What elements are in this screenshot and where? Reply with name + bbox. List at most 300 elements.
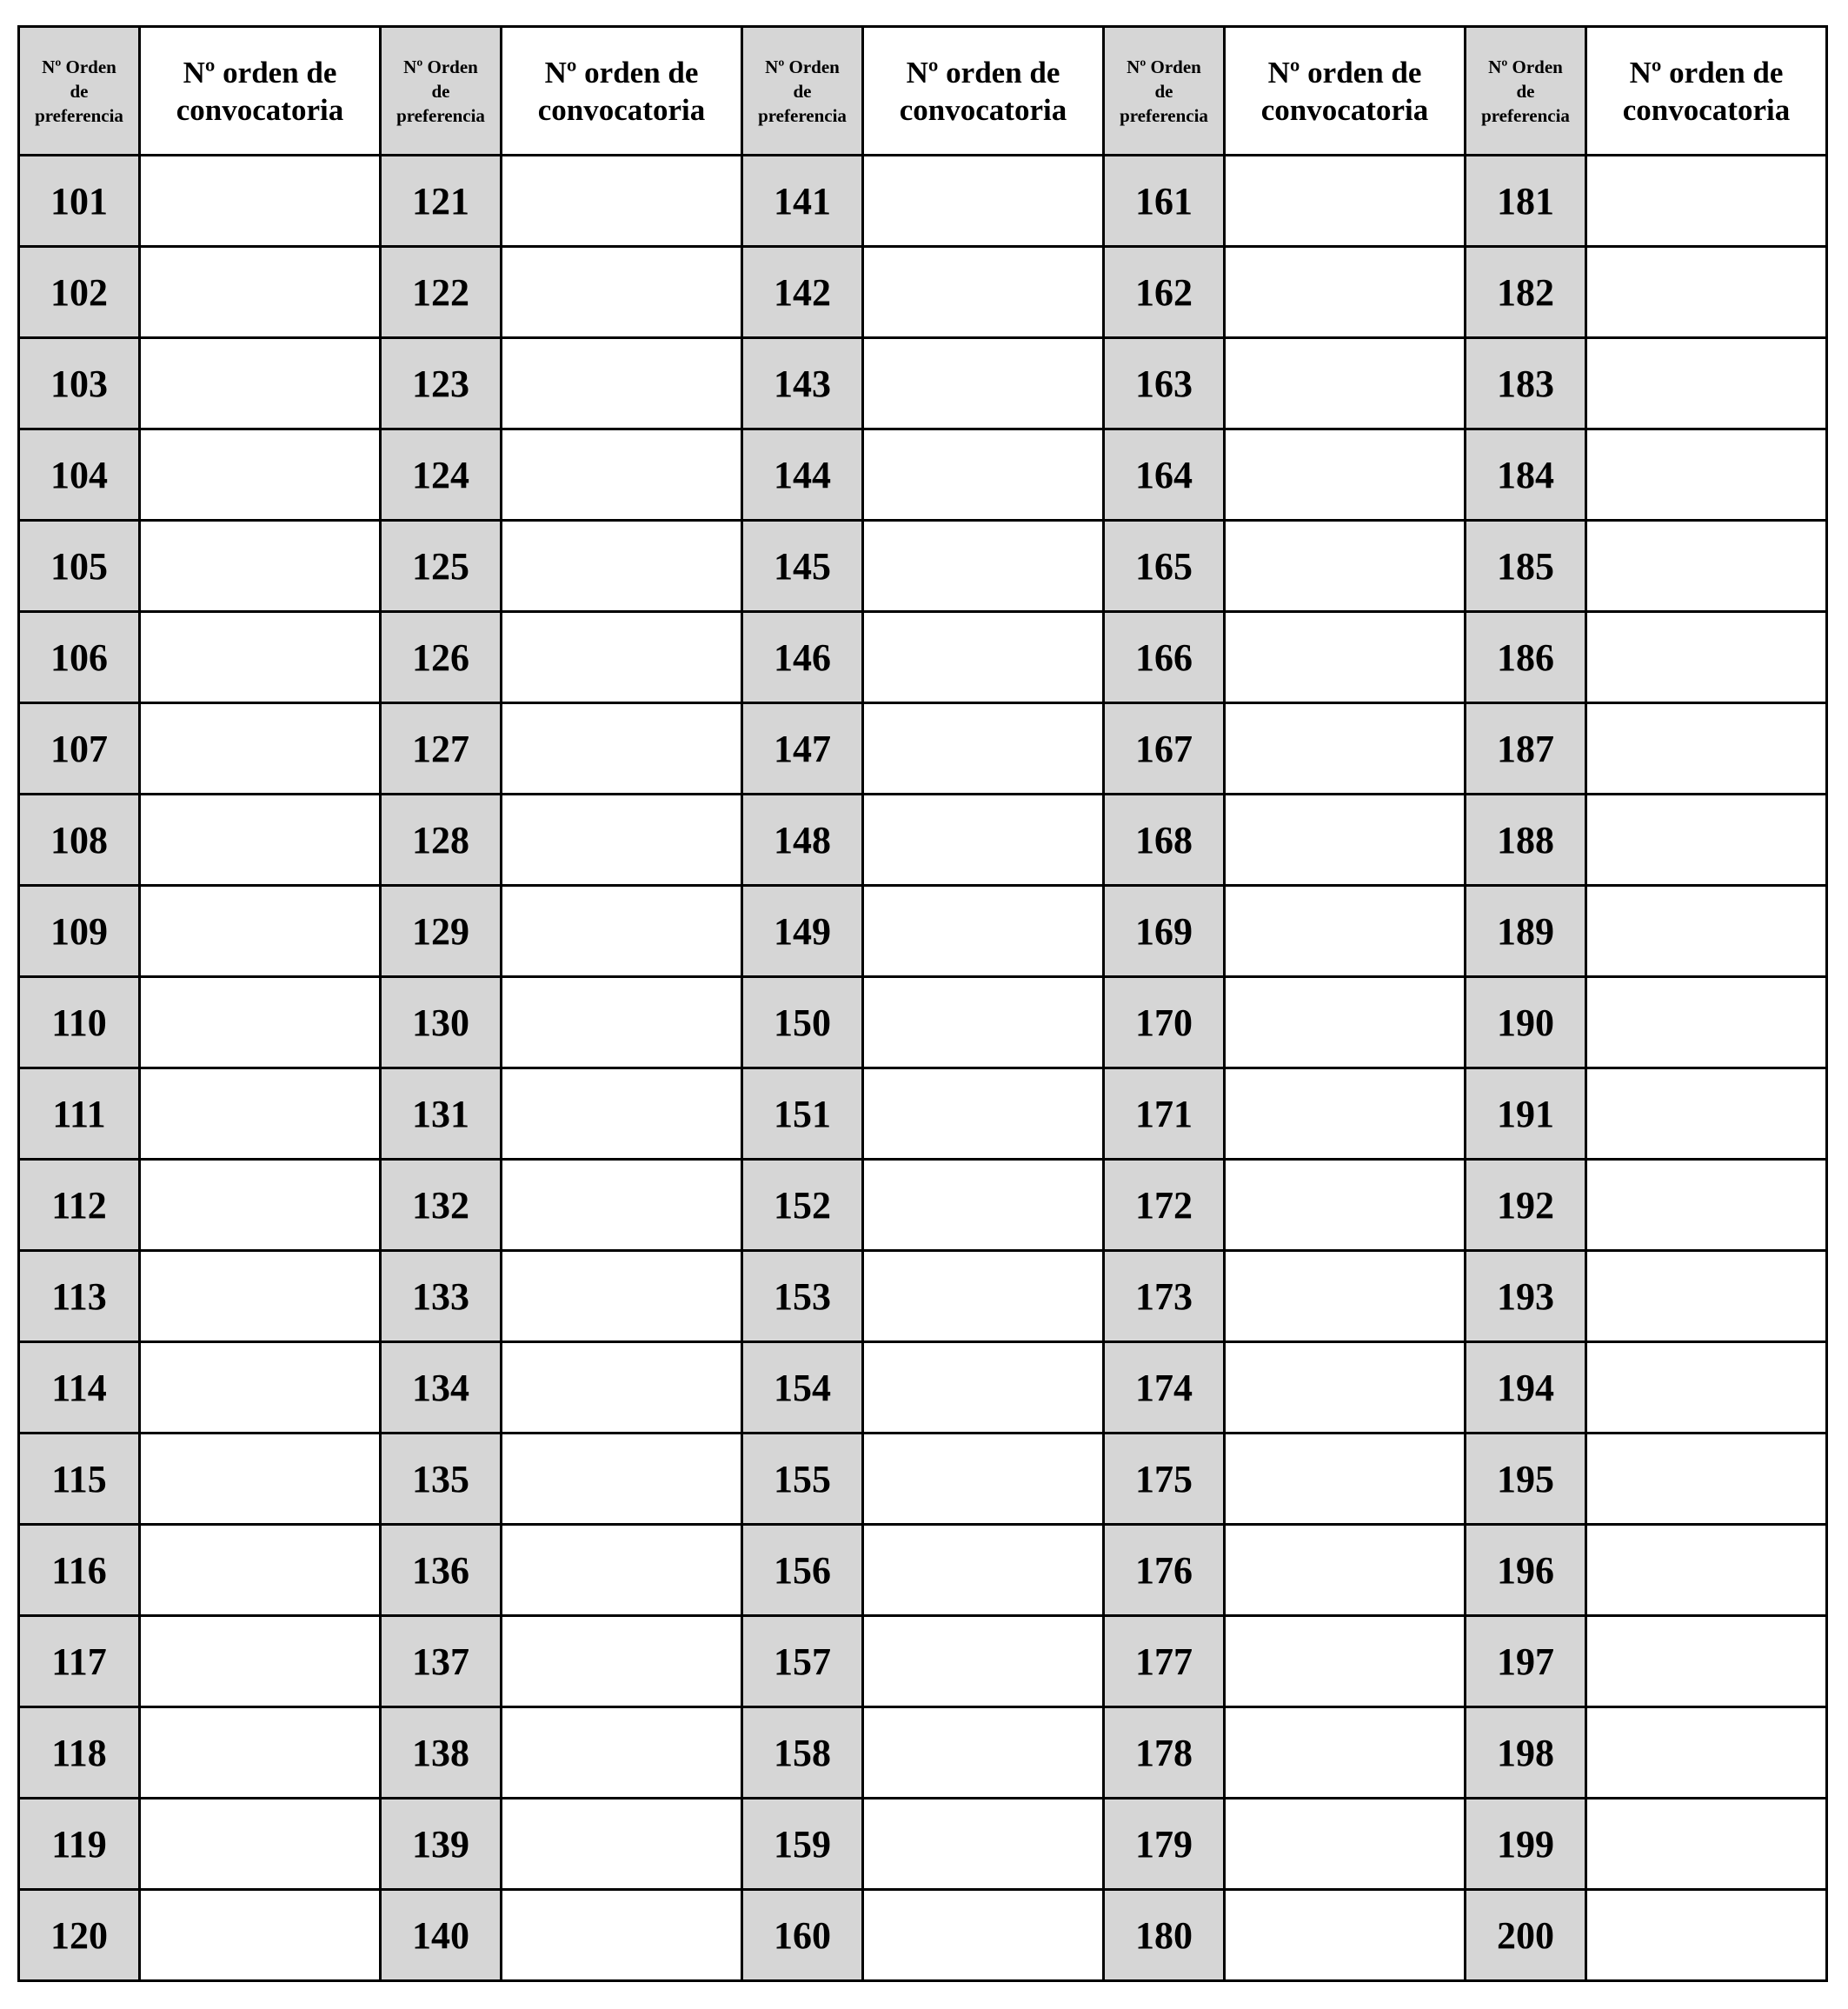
table-row	[19, 1251, 1827, 1342]
call-order-input[interactable]	[864, 910, 1102, 953]
preference-number-cell: 105	[19, 521, 140, 612]
call-order-input[interactable]	[502, 1732, 741, 1774]
preference-number-cell: 135	[381, 1434, 502, 1525]
call-order-cell[interactable]	[1586, 156, 1827, 247]
header-preference-order-text: de	[70, 80, 89, 102]
call-order-cell[interactable]	[863, 1434, 1104, 1525]
call-order-input[interactable]	[502, 454, 741, 496]
header-call-order-text: convocatoria	[899, 92, 1067, 127]
call-order-input[interactable]	[1587, 1823, 1825, 1866]
preference-number-cell: 187	[1466, 703, 1586, 795]
call-order-cell[interactable]	[1225, 612, 1466, 703]
call-order-cell[interactable]	[140, 1251, 381, 1342]
call-order-input[interactable]	[1587, 1184, 1825, 1227]
call-order-cell[interactable]	[1586, 521, 1827, 612]
call-order-cell[interactable]	[1225, 247, 1466, 338]
call-order-input[interactable]	[502, 1184, 741, 1227]
preference-number-cell: 113	[19, 1251, 140, 1342]
call-order-cell[interactable]	[863, 429, 1104, 521]
call-order-input[interactable]	[141, 819, 379, 861]
call-order-input[interactable]	[864, 1549, 1102, 1592]
call-order-cell[interactable]	[502, 795, 742, 886]
call-order-input[interactable]	[141, 910, 379, 953]
preference-number-cell: 107	[19, 703, 140, 795]
preference-number-cell: 190	[1466, 977, 1586, 1068]
call-order-cell[interactable]	[140, 1616, 381, 1707]
call-order-input[interactable]	[1226, 636, 1464, 679]
call-order-cell[interactable]	[502, 703, 742, 795]
preference-number-cell: 174	[1104, 1342, 1225, 1434]
call-order-input[interactable]	[1226, 454, 1464, 496]
call-order-input[interactable]	[502, 728, 741, 770]
call-order-cell[interactable]	[1586, 429, 1827, 521]
call-order-cell[interactable]	[1586, 703, 1827, 795]
preference-number-cell: 176	[1104, 1525, 1225, 1616]
preference-number-cell: 197	[1466, 1616, 1586, 1707]
call-order-input[interactable]	[1587, 545, 1825, 588]
preference-order-table	[17, 25, 1828, 1982]
call-order-input[interactable]	[1226, 180, 1464, 223]
preference-number-cell: 172	[1104, 1160, 1225, 1251]
call-order-cell[interactable]	[863, 1068, 1104, 1160]
preference-number-cell: 142	[742, 247, 863, 338]
call-order-input[interactable]	[502, 1367, 741, 1409]
table-row	[19, 977, 1827, 1068]
header-preference-order-text: preferencia	[758, 104, 847, 126]
preference-number-cell: 136	[381, 1525, 502, 1616]
call-order-input[interactable]	[864, 1458, 1102, 1500]
call-order-input[interactable]	[1226, 545, 1464, 588]
call-order-input[interactable]	[864, 1367, 1102, 1409]
call-order-input[interactable]	[864, 1823, 1102, 1866]
call-order-cell[interactable]	[1225, 1799, 1466, 1890]
call-order-cell[interactable]	[502, 156, 742, 247]
preference-number-cell: 114	[19, 1342, 140, 1434]
preference-number-cell: 101	[19, 156, 140, 247]
preference-number-cell: 109	[19, 886, 140, 977]
call-order-cell[interactable]	[1225, 977, 1466, 1068]
header-preference-order-text: de	[1516, 80, 1535, 102]
call-order-cell[interactable]	[140, 156, 381, 247]
call-order-input[interactable]	[864, 363, 1102, 405]
call-order-cell[interactable]	[1225, 429, 1466, 521]
call-order-cell[interactable]	[863, 1616, 1104, 1707]
call-order-cell[interactable]	[1586, 1525, 1827, 1616]
call-order-cell[interactable]	[1586, 1251, 1827, 1342]
call-order-cell[interactable]	[502, 1707, 742, 1799]
preference-number-cell: 129	[381, 886, 502, 977]
preference-number-cell: 169	[1104, 886, 1225, 977]
preference-number-cell: 117	[19, 1616, 140, 1707]
table-row	[19, 1342, 1827, 1434]
preference-number-cell: 110	[19, 977, 140, 1068]
call-order-cell[interactable]	[502, 977, 742, 1068]
call-order-input[interactable]	[864, 1275, 1102, 1318]
call-order-input[interactable]	[141, 1640, 379, 1683]
preference-number-cell: 161	[1104, 156, 1225, 247]
call-order-cell[interactable]	[502, 521, 742, 612]
call-order-input[interactable]	[864, 545, 1102, 588]
call-order-input[interactable]	[1226, 1823, 1464, 1866]
call-order-cell[interactable]	[140, 977, 381, 1068]
header-preference-order	[19, 27, 140, 156]
header-preference-order-text: preferencia	[396, 104, 485, 126]
call-order-input[interactable]	[502, 1823, 741, 1866]
table-row	[19, 886, 1827, 977]
table-row	[19, 338, 1827, 429]
call-order-cell[interactable]	[140, 1160, 381, 1251]
preference-number-cell: 119	[19, 1799, 140, 1890]
call-order-input[interactable]	[141, 1823, 379, 1866]
call-order-cell[interactable]	[863, 521, 1104, 612]
call-order-input[interactable]	[141, 1367, 379, 1409]
call-order-cell[interactable]	[1586, 977, 1827, 1068]
header-preference-order-text: de	[431, 80, 450, 102]
preference-number-cell: 123	[381, 338, 502, 429]
table-row	[19, 156, 1827, 247]
call-order-cell[interactable]	[502, 1525, 742, 1616]
call-order-cell[interactable]	[1225, 338, 1466, 429]
call-order-cell[interactable]	[1225, 521, 1466, 612]
call-order-cell[interactable]	[863, 247, 1104, 338]
call-order-input[interactable]	[1587, 180, 1825, 223]
call-order-input[interactable]	[502, 545, 741, 588]
call-order-input[interactable]	[864, 636, 1102, 679]
call-order-cell[interactable]	[1586, 1799, 1827, 1890]
call-order-input[interactable]	[1226, 271, 1464, 314]
call-order-input[interactable]	[1226, 1001, 1464, 1044]
call-order-input[interactable]	[864, 1914, 1102, 1957]
call-order-input[interactable]	[1587, 728, 1825, 770]
preference-number-cell: 151	[742, 1068, 863, 1160]
preference-number-cell: 158	[742, 1707, 863, 1799]
header-call-order-text: convocatoria	[1260, 92, 1429, 127]
call-order-cell[interactable]	[1225, 1434, 1466, 1525]
call-order-input[interactable]	[502, 1914, 741, 1957]
call-order-input[interactable]	[502, 1275, 741, 1318]
preference-number-cell: 112	[19, 1160, 140, 1251]
call-order-input[interactable]	[864, 180, 1102, 223]
call-order-cell[interactable]	[1586, 1890, 1827, 1981]
header-call-order-text: convocatoria	[537, 92, 706, 127]
call-order-cell[interactable]	[502, 247, 742, 338]
call-order-cell[interactable]	[1586, 1616, 1827, 1707]
call-order-cell[interactable]	[1586, 247, 1827, 338]
call-order-cell[interactable]	[863, 156, 1104, 247]
call-order-cell[interactable]	[863, 1799, 1104, 1890]
call-order-cell[interactable]	[140, 247, 381, 338]
call-order-input[interactable]	[141, 1549, 379, 1592]
preference-number-cell: 188	[1466, 795, 1586, 886]
call-order-cell[interactable]	[140, 1799, 381, 1890]
call-order-cell[interactable]	[1225, 1616, 1466, 1707]
call-order-cell[interactable]	[140, 338, 381, 429]
call-order-input[interactable]	[1226, 1732, 1464, 1774]
call-order-cell[interactable]	[1586, 338, 1827, 429]
preference-number-cell: 154	[742, 1342, 863, 1434]
call-order-input[interactable]	[1587, 363, 1825, 405]
call-order-cell[interactable]	[140, 1342, 381, 1434]
header-preference-order-text: Nº Orden	[42, 56, 116, 77]
call-order-input[interactable]	[864, 1732, 1102, 1774]
call-order-input[interactable]	[864, 1093, 1102, 1135]
table-row	[19, 795, 1827, 886]
call-order-cell[interactable]	[1586, 1160, 1827, 1251]
preference-number-cell: 134	[381, 1342, 502, 1434]
call-order-input[interactable]	[141, 1001, 379, 1044]
call-order-input[interactable]	[1587, 1367, 1825, 1409]
call-order-input[interactable]	[1587, 1093, 1825, 1135]
preference-number-cell: 150	[742, 977, 863, 1068]
call-order-cell[interactable]	[863, 338, 1104, 429]
call-order-input[interactable]	[141, 1458, 379, 1500]
header-preference-order-text: preferencia	[1481, 104, 1570, 126]
call-order-cell[interactable]	[140, 1890, 381, 1981]
call-order-input[interactable]	[502, 1549, 741, 1592]
call-order-input[interactable]	[1226, 1640, 1464, 1683]
call-order-cell[interactable]	[502, 338, 742, 429]
preference-number-cell: 175	[1104, 1434, 1225, 1525]
preference-number-cell: 186	[1466, 612, 1586, 703]
header-call-order-text: Nº orden de	[1629, 55, 1784, 90]
call-order-input[interactable]	[141, 1184, 379, 1227]
call-order-input[interactable]	[141, 180, 379, 223]
call-order-input[interactable]	[1587, 819, 1825, 861]
call-order-cell[interactable]	[1586, 886, 1827, 977]
preference-number-cell: 199	[1466, 1799, 1586, 1890]
preference-number-cell: 166	[1104, 612, 1225, 703]
header-call-order	[863, 27, 1104, 156]
call-order-cell[interactable]	[1586, 612, 1827, 703]
call-order-input[interactable]	[1226, 819, 1464, 861]
call-order-cell[interactable]	[502, 1160, 742, 1251]
call-order-input[interactable]	[864, 1184, 1102, 1227]
header-preference-order	[1104, 27, 1225, 156]
call-order-cell[interactable]	[863, 1251, 1104, 1342]
call-order-input[interactable]	[1587, 1549, 1825, 1592]
call-order-input[interactable]	[864, 1001, 1102, 1044]
preference-number-cell: 131	[381, 1068, 502, 1160]
call-order-input[interactable]	[141, 1732, 379, 1774]
preference-number-cell: 160	[742, 1890, 863, 1981]
call-order-cell[interactable]	[1225, 1251, 1466, 1342]
call-order-cell[interactable]	[502, 1799, 742, 1890]
call-order-cell[interactable]	[1225, 1707, 1466, 1799]
call-order-input[interactable]	[1226, 1275, 1464, 1318]
call-order-input[interactable]	[141, 271, 379, 314]
call-order-input[interactable]	[1226, 1184, 1464, 1227]
call-order-input[interactable]	[1587, 454, 1825, 496]
table-row	[19, 703, 1827, 795]
preference-number-cell: 103	[19, 338, 140, 429]
preference-number-cell: 139	[381, 1799, 502, 1890]
call-order-cell[interactable]	[1225, 1160, 1466, 1251]
call-order-cell[interactable]	[140, 703, 381, 795]
call-order-input[interactable]	[141, 1093, 379, 1135]
header-call-order	[502, 27, 742, 156]
call-order-input[interactable]	[1587, 1732, 1825, 1774]
preference-number-cell: 177	[1104, 1616, 1225, 1707]
header-preference-order-text: preferencia	[35, 104, 123, 126]
header-preference-order	[1466, 27, 1586, 156]
call-order-cell[interactable]	[1586, 1707, 1827, 1799]
preference-number-cell: 102	[19, 247, 140, 338]
preference-number-cell: 165	[1104, 521, 1225, 612]
call-order-cell[interactable]	[140, 612, 381, 703]
call-order-input[interactable]	[1226, 728, 1464, 770]
call-order-input[interactable]	[502, 1093, 741, 1135]
call-order-cell[interactable]	[863, 1890, 1104, 1981]
call-order-input[interactable]	[1226, 1093, 1464, 1135]
header-preference-order-text: de	[793, 80, 812, 102]
preference-number-cell: 106	[19, 612, 140, 703]
call-order-input[interactable]	[141, 1914, 379, 1957]
preference-number-cell: 143	[742, 338, 863, 429]
call-order-cell[interactable]	[1225, 1890, 1466, 1981]
call-order-cell[interactable]	[863, 1342, 1104, 1434]
call-order-input[interactable]	[141, 636, 379, 679]
call-order-cell[interactable]	[502, 1342, 742, 1434]
header-preference-order	[381, 27, 502, 156]
call-order-cell[interactable]	[140, 1707, 381, 1799]
call-order-input[interactable]	[1587, 1275, 1825, 1318]
call-order-cell[interactable]	[140, 886, 381, 977]
preference-number-cell: 141	[742, 156, 863, 247]
call-order-cell[interactable]	[502, 429, 742, 521]
call-order-cell[interactable]	[502, 1616, 742, 1707]
call-order-cell[interactable]	[140, 1068, 381, 1160]
table-row	[19, 612, 1827, 703]
header-call-order-text: convocatoria	[176, 92, 344, 127]
call-order-cell[interactable]	[140, 429, 381, 521]
preference-number-cell: 159	[742, 1799, 863, 1890]
call-order-cell[interactable]	[863, 977, 1104, 1068]
preference-number-cell: 122	[381, 247, 502, 338]
preference-number-cell: 121	[381, 156, 502, 247]
preference-number-cell: 200	[1466, 1890, 1586, 1981]
call-order-cell[interactable]	[502, 1251, 742, 1342]
call-order-input[interactable]	[502, 363, 741, 405]
call-order-cell[interactable]	[863, 612, 1104, 703]
call-order-cell[interactable]	[1225, 886, 1466, 977]
call-order-input[interactable]	[1226, 1458, 1464, 1500]
call-order-input[interactable]	[1587, 1640, 1825, 1683]
call-order-input[interactable]	[1226, 1549, 1464, 1592]
preference-number-cell: 189	[1466, 886, 1586, 977]
call-order-cell[interactable]	[502, 886, 742, 977]
call-order-cell[interactable]	[863, 703, 1104, 795]
call-order-cell[interactable]	[863, 795, 1104, 886]
call-order-cell[interactable]	[1586, 1342, 1827, 1434]
preference-number-cell: 178	[1104, 1707, 1225, 1799]
call-order-input[interactable]	[864, 1640, 1102, 1683]
call-order-cell[interactable]	[502, 1434, 742, 1525]
call-order-cell[interactable]	[1586, 1068, 1827, 1160]
call-order-cell[interactable]	[1225, 156, 1466, 247]
call-order-cell[interactable]	[1586, 1434, 1827, 1525]
header-call-order-text: convocatoria	[1622, 92, 1791, 127]
table-row	[19, 247, 1827, 338]
call-order-input[interactable]	[1226, 910, 1464, 953]
table-row	[19, 1068, 1827, 1160]
call-order-input[interactable]	[864, 271, 1102, 314]
call-order-cell[interactable]	[1586, 795, 1827, 886]
call-order-cell[interactable]	[502, 1068, 742, 1160]
table-row	[19, 1160, 1827, 1251]
call-order-cell[interactable]	[863, 886, 1104, 977]
call-order-input[interactable]	[1587, 1914, 1825, 1957]
call-order-cell[interactable]	[863, 1525, 1104, 1616]
call-order-input[interactable]	[1587, 271, 1825, 314]
call-order-input[interactable]	[1226, 1914, 1464, 1957]
call-order-input[interactable]	[1587, 1458, 1825, 1500]
call-order-cell[interactable]	[1225, 795, 1466, 886]
call-order-input[interactable]	[502, 1640, 741, 1683]
call-order-input[interactable]	[1587, 636, 1825, 679]
call-order-input[interactable]	[864, 728, 1102, 770]
call-order-cell[interactable]	[1225, 1525, 1466, 1616]
call-order-input[interactable]	[502, 180, 741, 223]
call-order-cell[interactable]	[140, 1525, 381, 1616]
call-order-cell[interactable]	[1225, 1342, 1466, 1434]
call-order-input[interactable]	[502, 910, 741, 953]
call-order-input[interactable]	[141, 1275, 379, 1318]
call-order-input[interactable]	[864, 819, 1102, 861]
header-preference-order-text: Nº Orden	[403, 56, 478, 77]
header-preference-order-text: Nº Orden	[1127, 56, 1201, 77]
preference-number-cell: 179	[1104, 1799, 1225, 1890]
preference-number-cell: 120	[19, 1890, 140, 1981]
call-order-cell[interactable]	[502, 1890, 742, 1981]
call-order-input[interactable]	[141, 363, 379, 405]
call-order-cell[interactable]	[863, 1160, 1104, 1251]
preference-number-cell: 198	[1466, 1707, 1586, 1799]
call-order-cell[interactable]	[1225, 703, 1466, 795]
call-order-input[interactable]	[1226, 363, 1464, 405]
table-row	[19, 1890, 1827, 1981]
call-order-input[interactable]	[502, 636, 741, 679]
header-call-order-text: Nº orden de	[183, 55, 337, 90]
table-row	[19, 1707, 1827, 1799]
call-order-input[interactable]	[1587, 1001, 1825, 1044]
preference-number-cell: 108	[19, 795, 140, 886]
call-order-input[interactable]	[1226, 1367, 1464, 1409]
preference-number-cell: 164	[1104, 429, 1225, 521]
call-order-cell[interactable]	[140, 795, 381, 886]
call-order-input[interactable]	[502, 1001, 741, 1044]
call-order-input[interactable]	[141, 454, 379, 496]
call-order-cell[interactable]	[1225, 1068, 1466, 1160]
call-order-input[interactable]	[864, 454, 1102, 496]
preference-number-cell: 128	[381, 795, 502, 886]
call-order-input[interactable]	[502, 271, 741, 314]
call-order-cell[interactable]	[140, 521, 381, 612]
call-order-cell[interactable]	[863, 1707, 1104, 1799]
call-order-input[interactable]	[502, 1458, 741, 1500]
preference-number-cell: 104	[19, 429, 140, 521]
preference-number-cell: 196	[1466, 1525, 1586, 1616]
call-order-input[interactable]	[141, 728, 379, 770]
header-preference-order-text: preferencia	[1120, 104, 1208, 126]
call-order-input[interactable]	[502, 819, 741, 861]
call-order-input[interactable]	[141, 545, 379, 588]
call-order-input[interactable]	[1587, 910, 1825, 953]
call-order-cell[interactable]	[140, 1434, 381, 1525]
call-order-cell[interactable]	[502, 612, 742, 703]
table-row	[19, 429, 1827, 521]
preference-number-cell: 146	[742, 612, 863, 703]
preference-number-cell: 127	[381, 703, 502, 795]
